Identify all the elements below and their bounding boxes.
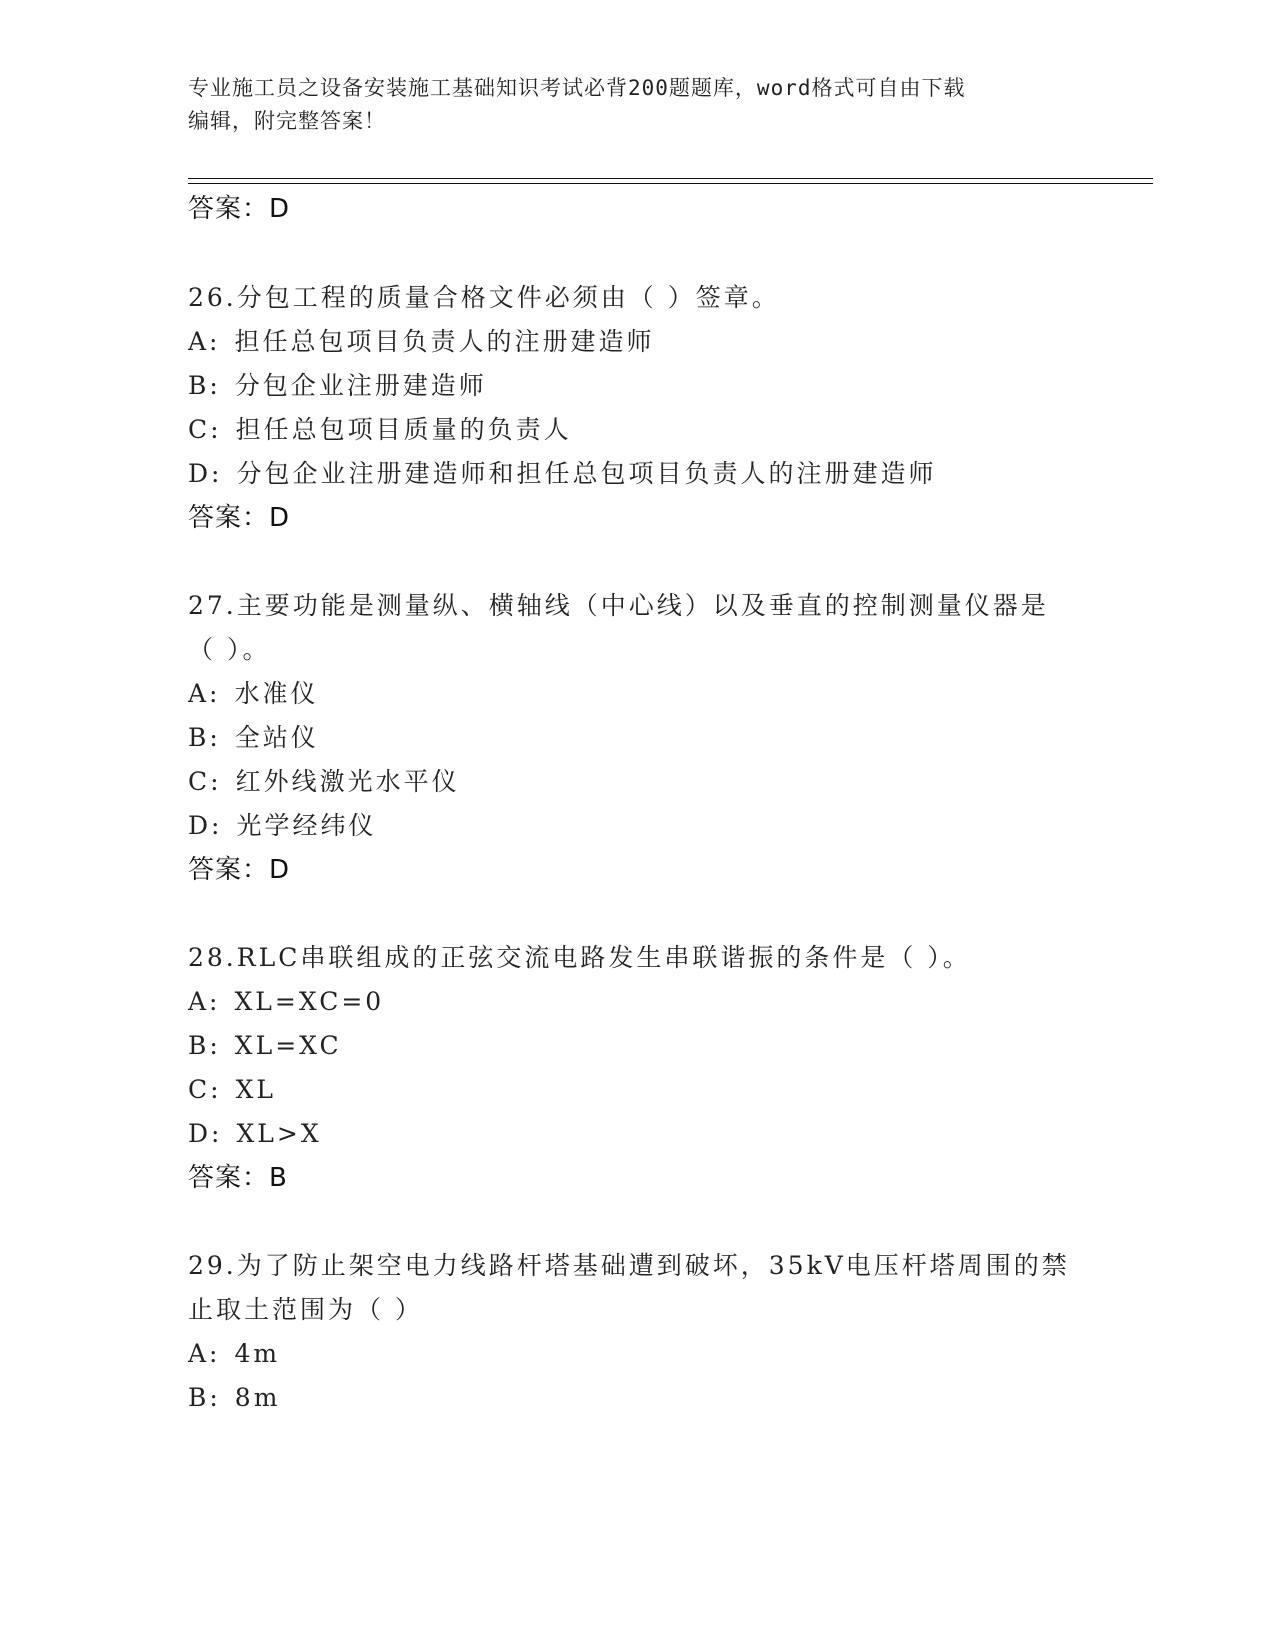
option-text: 分包企业注册建造师	[234, 371, 487, 400]
question-number: 26.	[188, 283, 237, 312]
option-a	[188, 1338, 280, 1370]
option-a	[188, 986, 384, 1018]
option-text: XL	[235, 1075, 276, 1104]
option-text: XL=XC	[234, 1031, 342, 1060]
option-c	[188, 414, 572, 446]
option-text: 光学经纬仪	[236, 811, 377, 840]
answer-line: 答案：D	[188, 503, 291, 533]
question-number: 29.	[188, 1251, 237, 1280]
option-text: 担任总包项目负责人的注册建造师	[234, 327, 655, 356]
option-key: D:	[188, 811, 223, 840]
question-29-stem-continued: 止取土范围为（ ）	[188, 1295, 423, 1324]
option-b	[188, 370, 487, 402]
option-b	[188, 722, 319, 754]
question-26-stem	[188, 282, 780, 314]
option-key: C:	[188, 767, 222, 796]
option-key: A:	[188, 987, 221, 1016]
question-text: 为了防止架空电力线路杆塔基础遭到破坏，35kV电压杆塔周围的禁	[236, 1251, 1070, 1280]
document-header	[188, 72, 1088, 138]
option-text: 分包企业注册建造师和担任总包项目负责人的注册建造师	[236, 459, 937, 488]
option-key: B:	[188, 371, 221, 400]
question-29-stem	[188, 1250, 1070, 1282]
question-27-stem-continued: （ ）。	[188, 635, 271, 664]
option-d	[188, 1118, 322, 1150]
option-text: 水准仪	[234, 679, 319, 708]
option-text: 红外线激光水平仪	[235, 767, 460, 796]
header-title-line-2: 编辑，附完整答案！	[188, 109, 386, 133]
option-text: 担任总包项目质量的负责人	[235, 415, 572, 444]
option-c	[188, 1074, 276, 1106]
option-text: XL=XC=0	[234, 987, 385, 1016]
option-key: D:	[188, 459, 223, 488]
option-key: D:	[188, 1119, 223, 1148]
header-rule-bottom	[188, 183, 1153, 184]
option-key: B:	[188, 1383, 221, 1412]
option-key: C:	[188, 1075, 222, 1104]
option-key: A:	[188, 1339, 221, 1368]
option-b	[188, 1030, 342, 1062]
header-rule-top	[188, 178, 1153, 179]
question-number: 28.	[188, 943, 237, 972]
option-d	[188, 810, 376, 842]
option-key: B:	[188, 1031, 221, 1060]
option-key: A:	[188, 679, 221, 708]
option-key: B:	[188, 723, 221, 752]
option-key: A:	[188, 327, 221, 356]
option-b	[188, 1382, 280, 1414]
option-text: XL>X	[236, 1119, 322, 1148]
question-number: 27.	[188, 591, 237, 620]
header-title-line-1: 专业施工员之设备安装施工基础知识考试必背200题题库，word格式可自由下载	[188, 76, 966, 100]
answer-line: 答案：D	[188, 194, 291, 224]
option-a	[188, 678, 319, 710]
option-c	[188, 766, 460, 798]
option-text: 全站仪	[234, 723, 319, 752]
option-a	[188, 326, 655, 358]
option-d	[188, 458, 936, 490]
option-key: C:	[188, 415, 222, 444]
answer-line: 答案：B	[188, 1163, 288, 1193]
question-text: 分包工程的质量合格文件必须由（ ）签章。	[236, 283, 780, 312]
question-text: RLC串联组成的正弦交流电路发生串联谐振的条件是（ ）。	[236, 943, 971, 972]
option-text: 4m	[234, 1339, 281, 1368]
question-text: 主要功能是测量纵、横轴线（中心线）以及垂直的控制测量仪器是	[236, 591, 1049, 620]
answer-line: 答案：D	[188, 855, 291, 885]
question-27-stem	[188, 590, 1049, 622]
option-text: 8m	[234, 1383, 281, 1412]
question-28-stem	[188, 942, 971, 974]
